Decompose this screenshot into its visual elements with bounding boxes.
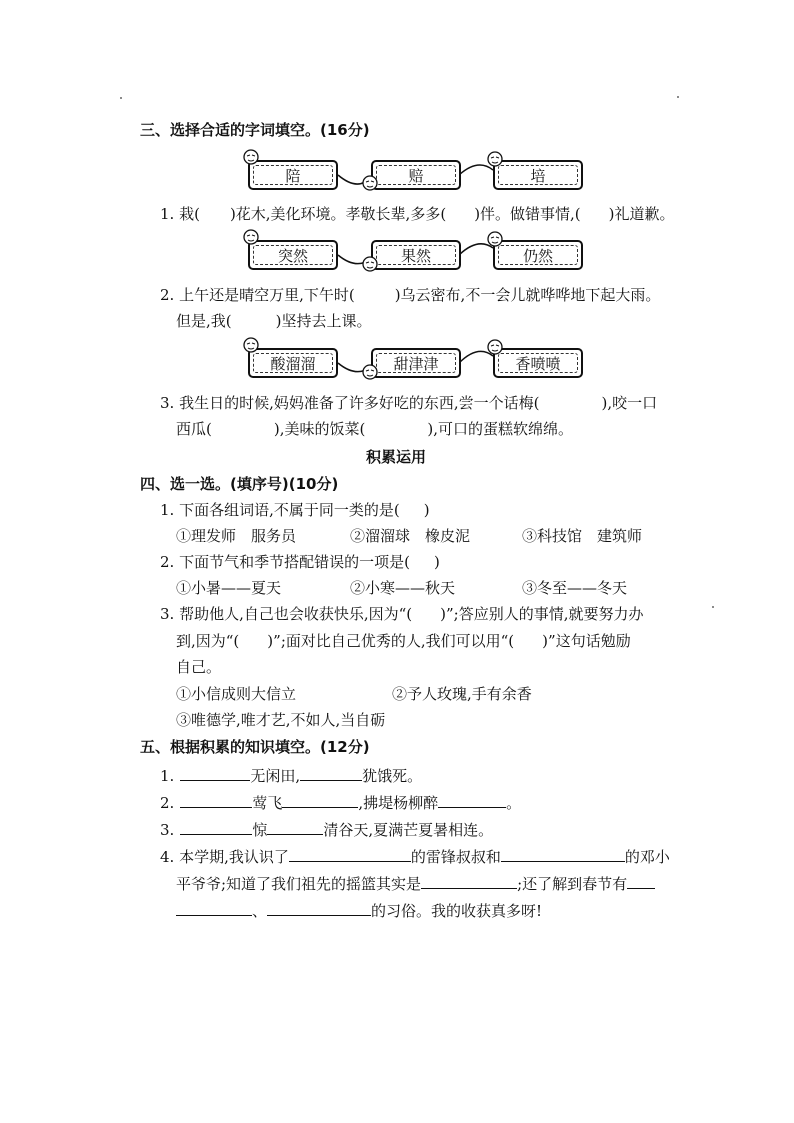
answer-blank[interactable]: [501, 845, 625, 862]
question-4-2-option: ①小暑——夏天: [176, 579, 282, 597]
question-3-2-line-1: 2. 上午还是晴空万里,下午时( )乌云密布,不一会儿就哗哗地下起大雨。: [160, 286, 661, 304]
question-5-2: 2. 莺飞 ,拂堤杨柳醉 。: [160, 791, 521, 813]
smiley-face-icon: [243, 229, 259, 245]
answer-blank[interactable]: [627, 872, 655, 889]
answer-blank[interactable]: [282, 791, 358, 808]
smiley-face-icon: [362, 256, 378, 272]
question-4-2-option: ②小寒——秋天: [350, 579, 456, 597]
section-heading: 积累运用: [366, 448, 427, 466]
answer-blank[interactable]: [421, 872, 517, 889]
question-4-3-option: ②予人玫瑰,手有余香: [392, 685, 532, 703]
question-4-3-option: ①小信成则大信立: [176, 685, 297, 703]
word-box: 酸溜溜: [248, 348, 338, 378]
answer-blank[interactable]: [267, 899, 371, 916]
question-4-3-option: ③唯德学,唯才艺,不如人,当自砺: [176, 711, 386, 729]
question-3-2-line-2: 但是,我( )坚持去上课。: [176, 312, 372, 330]
answer-blank[interactable]: [267, 818, 323, 835]
answer-blank[interactable]: [438, 791, 506, 808]
answer-blank[interactable]: [180, 764, 250, 781]
word-box: 香喷喷: [493, 348, 583, 378]
word-box: 果然: [371, 240, 461, 270]
word-box: 培: [493, 160, 583, 190]
answer-blank[interactable]: [180, 791, 252, 808]
question-3-3-line-2: 西瓜( ),美味的饭菜( ),可口的蛋糕软绵绵。: [176, 420, 573, 438]
question-4-1-option: ③科技馆 建筑师: [522, 527, 643, 545]
question-4-3-line-3: 自己。: [176, 658, 222, 676]
question-4-1-option: ①理发师 服务员: [176, 527, 297, 545]
word-box: 赔: [371, 160, 461, 190]
section-4-title: 四、选一选。(填序号)(10分): [140, 475, 339, 493]
word-box: 甜津津: [371, 348, 461, 378]
smiley-face-icon: [243, 337, 259, 353]
answer-blank[interactable]: [300, 764, 362, 781]
question-4-2: 2. 下面节气和季节搭配错误的一项是( ): [160, 553, 440, 571]
question-3-1: 1. 栽( )花木,美化环境。孝敬长辈,多多( )伴。做错事情,( )礼道歉。: [160, 205, 675, 223]
word-box: 突然: [248, 240, 338, 270]
word-box: 陪: [248, 160, 338, 190]
question-5-3: 3. 惊 清谷天,夏满芒夏暑相连。: [160, 818, 493, 840]
question-4-3-line-2: 到,因为“( )”;面对比自己优秀的人,我们可以用“( )”这句话勉励: [176, 632, 631, 650]
question-4-1: 1. 下面各组词语,不属于同一类的是( ): [160, 501, 430, 519]
scan-speck: [120, 97, 122, 99]
smiley-face-icon: [487, 339, 503, 355]
question-5-4-line-2: 平爷爷;知道了我们祖先的摇篮其实是 ;还了解到春节有: [176, 872, 655, 894]
smiley-face-icon: [487, 231, 503, 247]
smiley-face-icon: [243, 149, 259, 165]
section-3-title: 三、选择合适的字词填空。(16分): [140, 121, 370, 139]
word-box: 仍然: [493, 240, 583, 270]
question-4-2-option: ③冬至——冬天: [522, 579, 628, 597]
question-3-3-line-1: 3. 我生日的时候,妈妈准备了许多好吃的东西,尝一个话梅( ),咬一口: [160, 394, 658, 412]
answer-blank[interactable]: [289, 845, 411, 862]
smiley-face-icon: [362, 175, 378, 191]
section-5-title: 五、根据积累的知识填空。(12分): [140, 738, 370, 756]
scan-speck: [712, 606, 714, 608]
scan-speck: [677, 96, 679, 98]
smiley-face-icon: [362, 364, 378, 380]
answer-blank[interactable]: [176, 899, 252, 916]
question-5-4-line-3: 、 的习俗。我的收获真多呀!: [176, 899, 542, 921]
question-5-1: 1. 无闲田, 犹饿死。: [160, 764, 422, 786]
answer-blank[interactable]: [180, 818, 252, 835]
smiley-face-icon: [487, 151, 503, 167]
question-4-3-line-1: 3. 帮助他人,自己也会收获快乐,因为“( )”;答应别人的事情,就要努力办: [160, 605, 644, 623]
question-5-4-line-1: 4. 本学期,我认识了 的雷锋叔叔和 的邓小: [160, 845, 670, 867]
question-4-1-option: ②溜溜球 橡皮泥: [350, 527, 471, 545]
